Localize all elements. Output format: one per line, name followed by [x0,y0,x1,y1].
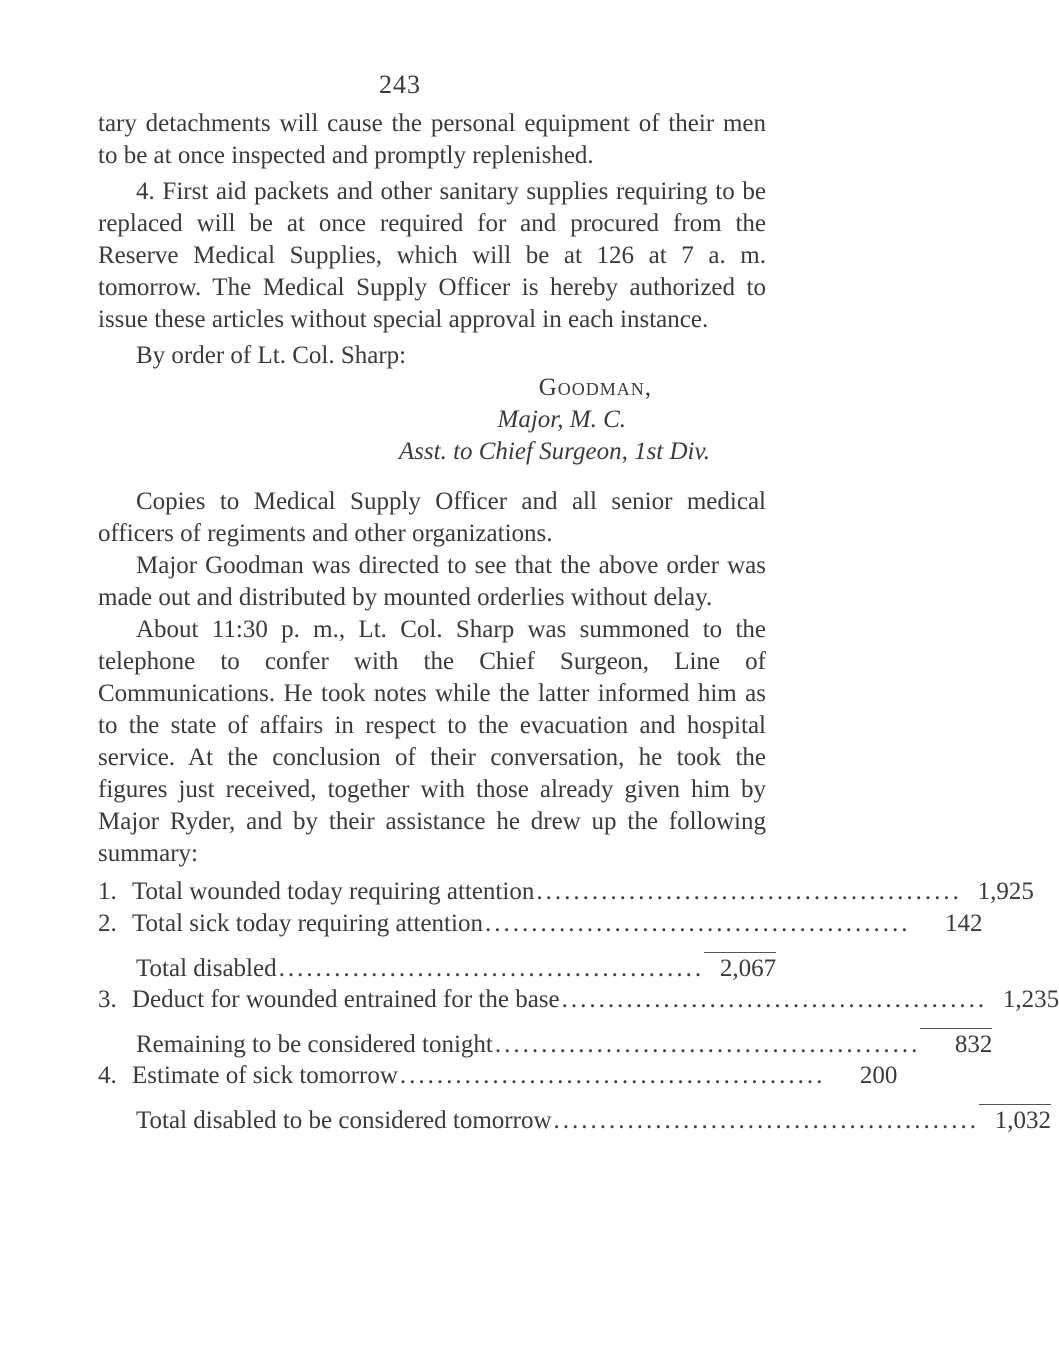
dot-leader: .............................................. [553,1107,980,1134]
signature-rank: Major, M. C. [497,406,626,433]
summary-row-amount: 832 [920,1028,992,1061]
paragraph-continued: tary detachments will cause the personal equipment of their men to be at once inspected and promptly replenished. [98,110,766,169]
dot-leader: .............................................. [278,955,705,982]
order-attribution: By order of Lt. Col. Sharp: [136,342,407,369]
summary-row-amount: 2,067 [704,952,776,985]
dot-leader: .............................................. [494,1031,921,1058]
summary-row-amount: 1,235 [1002,986,1059,1013]
dot-leader: .............................................. [399,1062,826,1089]
summary-row-amount: 200 [859,1062,898,1089]
summary-row-total [98,1104,1052,1136]
summary-row [98,984,1059,1016]
summary-row-subtotal [98,952,777,984]
summary-row [98,1060,898,1092]
summary-row-label: Total wounded today requiring attention [132,878,535,905]
summary-row-label: Total disabled [136,955,277,982]
paragraph-telephone: About 11:30 p. m., Lt. Col. Sharp was summoned to the telephone to confer with the Chief Surgeon, Line of Communications. He took notes while the latter informed him as to the state of affairs in respect to the evacuation and hospital service. At the conclusion of their conversation, he took the figures just received, together with those already given him by Major Ryder, and by their assistance he drew up the following summary: [98,616,766,867]
summary-row-number: 1. [98,878,117,905]
page-body [98,108,1059,1136]
summary-row-number: 4. [98,1062,117,1089]
dot-leader: .............................................. [561,986,988,1013]
paragraph-goodman: Major Goodman was directed to see that the above order was made out and distributed by mounted orderlies without delay. [98,552,766,611]
signature-title: Asst. to Chief Surgeon, 1st Div. [398,438,710,465]
summary-row-amount: 1,032 [979,1104,1051,1137]
summary-row-label: Total sick today requiring attention [132,910,483,937]
summary-row-label: Total disabled to be considered tomorrow [136,1107,552,1134]
summary-row-label: Estimate of sick tomorrow [132,1062,398,1089]
summary-row-label: Remaining to be considered tonight [136,1031,493,1058]
page-number: 243 [379,70,421,99]
summary-table [98,876,1059,1136]
summary-row-number: 2. [98,910,117,937]
summary-row-amount: 142 [944,910,983,937]
dot-leader: .............................................. [536,878,962,905]
summary-row [98,908,983,940]
summary-row-amount: 1,925 [977,878,1034,905]
summary-row [98,876,1034,908]
paragraph-item-4: 4. First aid packets and other sanitary supplies requiring to be replaced will be at once required for and procured from the Reserve Medical Supplies, which will be at 126 at 7 a. m. tomorrow. The Medical Supply Officer is hereby authorized to issue these articles without special approval in each instance. [98,178,766,333]
signature-name: Goodman, [538,374,652,401]
dot-leader: .............................................. [484,910,911,937]
summary-row-number: 3. [98,986,117,1013]
summary-row-subtotal [98,1028,993,1060]
paragraph-copies: Copies to Medical Supply Officer and all senior medical officers of regiments and other organizations. [98,488,766,547]
summary-row-label: Deduct for wounded entrained for the base [132,986,560,1013]
